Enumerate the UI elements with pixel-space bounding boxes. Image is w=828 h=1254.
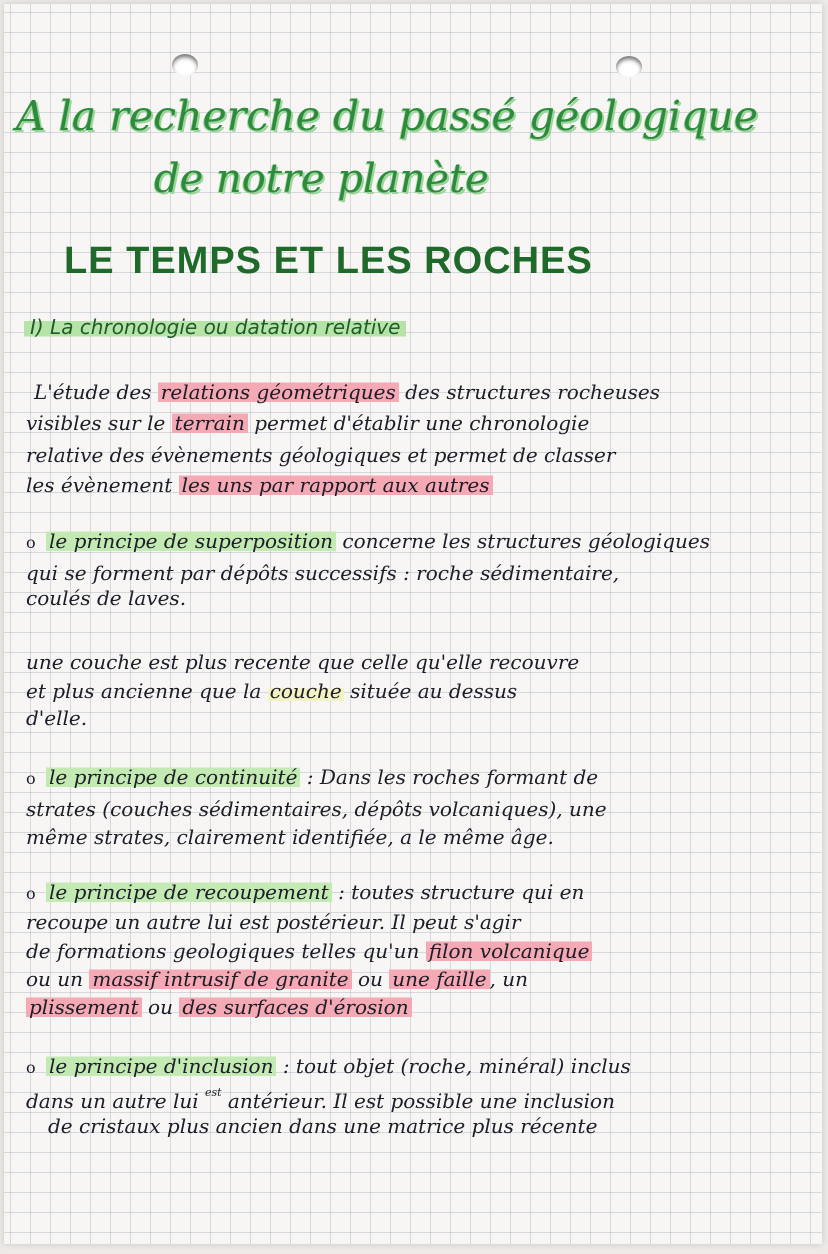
bullet-icon: o (26, 884, 36, 903)
highlight-pink: massif intrusif de granite (89, 967, 351, 991)
principle-inclusion-line-3: de cristaux plus ancien dans une matrice plus récente (48, 1114, 598, 1138)
text-segment: située au dessus (350, 679, 518, 703)
text-segment: : Dans les roches formant de (306, 765, 599, 789)
principle-inclusion-line-1 (26, 1056, 631, 1076)
paragraph-1-line-3: relative des évènements géologiques et permet de classer (26, 443, 616, 467)
principle-recoupement-line-1 (26, 882, 584, 902)
punch-hole-left (172, 54, 198, 76)
paragraph-1-line-2 (26, 413, 589, 433)
highlight-yellow: couche (269, 679, 342, 703)
principle-recoupement-line-2: recoupe un autre lui est postérieur. Il peut s'agir (26, 910, 521, 934)
text-segment: ou (148, 995, 173, 1019)
section-title: I) La chronologie ou datation relative (24, 315, 406, 339)
text-segment: concerne les structures géologiques (342, 529, 711, 553)
punch-hole-right (616, 56, 642, 78)
text-segment: : toutes structure qui en (338, 880, 585, 904)
page-title-line-2: de notre planète (154, 156, 489, 202)
bullet-icon: o (26, 769, 36, 788)
highlight-green: le principe d'inclusion (46, 1054, 276, 1078)
text-segment: : tout objet (roche, minéral) inclus (282, 1054, 631, 1078)
highlight-pink: relations géométriques (158, 380, 399, 404)
text-segment: ou un (26, 967, 84, 991)
paragraph-1-line-1 (34, 382, 660, 402)
principle-superposition-line-1 (26, 531, 710, 551)
text-segment: visibles sur le (26, 411, 166, 435)
chapter-heading: LE TEMPS ET LES ROCHES (64, 240, 593, 282)
highlight-pink: filon volcanique (426, 939, 593, 963)
principle-inclusion-line-2 (26, 1087, 615, 1111)
paragraph-1-line-4 (26, 475, 493, 495)
paragraph-2-line-2 (26, 681, 517, 701)
principle-superposition-line-2: qui se forment par dépôts successifs : roche sédimentaire, (26, 561, 620, 585)
highlight-pink: une faille (389, 967, 489, 991)
text-segment: permet d'établir une chronologie (254, 411, 590, 435)
text-segment: dans un autre lui (26, 1089, 199, 1113)
highlight-green: le principe de recoupement (46, 880, 332, 904)
highlight-pink: les uns par rapport aux autres (179, 473, 493, 497)
text-segment: et plus ancienne que la (26, 679, 262, 703)
text-segment: L'étude des (34, 380, 152, 404)
notebook-page (4, 4, 822, 1244)
bullet-icon: o (26, 533, 36, 552)
page-title-line-1: A la recherche du passé géologique (16, 92, 759, 140)
highlight-green: le principe de continuité (46, 765, 300, 789)
paragraph-2-line-3: d'elle. (26, 706, 88, 730)
principle-recoupement-line-5 (26, 997, 412, 1017)
principle-continuite-line-2: strates (couches sédimentaires, dépôts volcaniques), une (26, 797, 607, 821)
highlight-pink: plissement (26, 995, 142, 1019)
highlight-pink: des surfaces d'érosion (179, 995, 411, 1019)
principle-recoupement-line-4 (26, 969, 528, 989)
text-segment: des structures rocheuses (405, 380, 661, 404)
principle-recoupement-line-3 (26, 941, 592, 961)
principle-continuite-line-1 (26, 767, 598, 787)
text-segment: , un (489, 967, 529, 991)
superscript: est (204, 1086, 222, 1099)
principle-continuite-line-3: même strates, clairement identifiée, a le même âge. (26, 825, 554, 849)
highlight-pink: terrain (172, 411, 248, 435)
principle-superposition-line-3: coulés de laves. (26, 586, 187, 610)
text-segment: les évènement (26, 473, 173, 497)
text-segment: ou (357, 967, 383, 991)
bullet-icon: o (26, 1058, 36, 1077)
text-segment: antérieur. Il est possible une inclusion (227, 1089, 615, 1113)
text-segment: de formations geologiques telles qu'un (26, 939, 420, 963)
highlight-green: le principe de superposition (46, 529, 336, 553)
paragraph-2-line-1: une couche est plus recente que celle qu'elle recouvre (26, 650, 580, 674)
